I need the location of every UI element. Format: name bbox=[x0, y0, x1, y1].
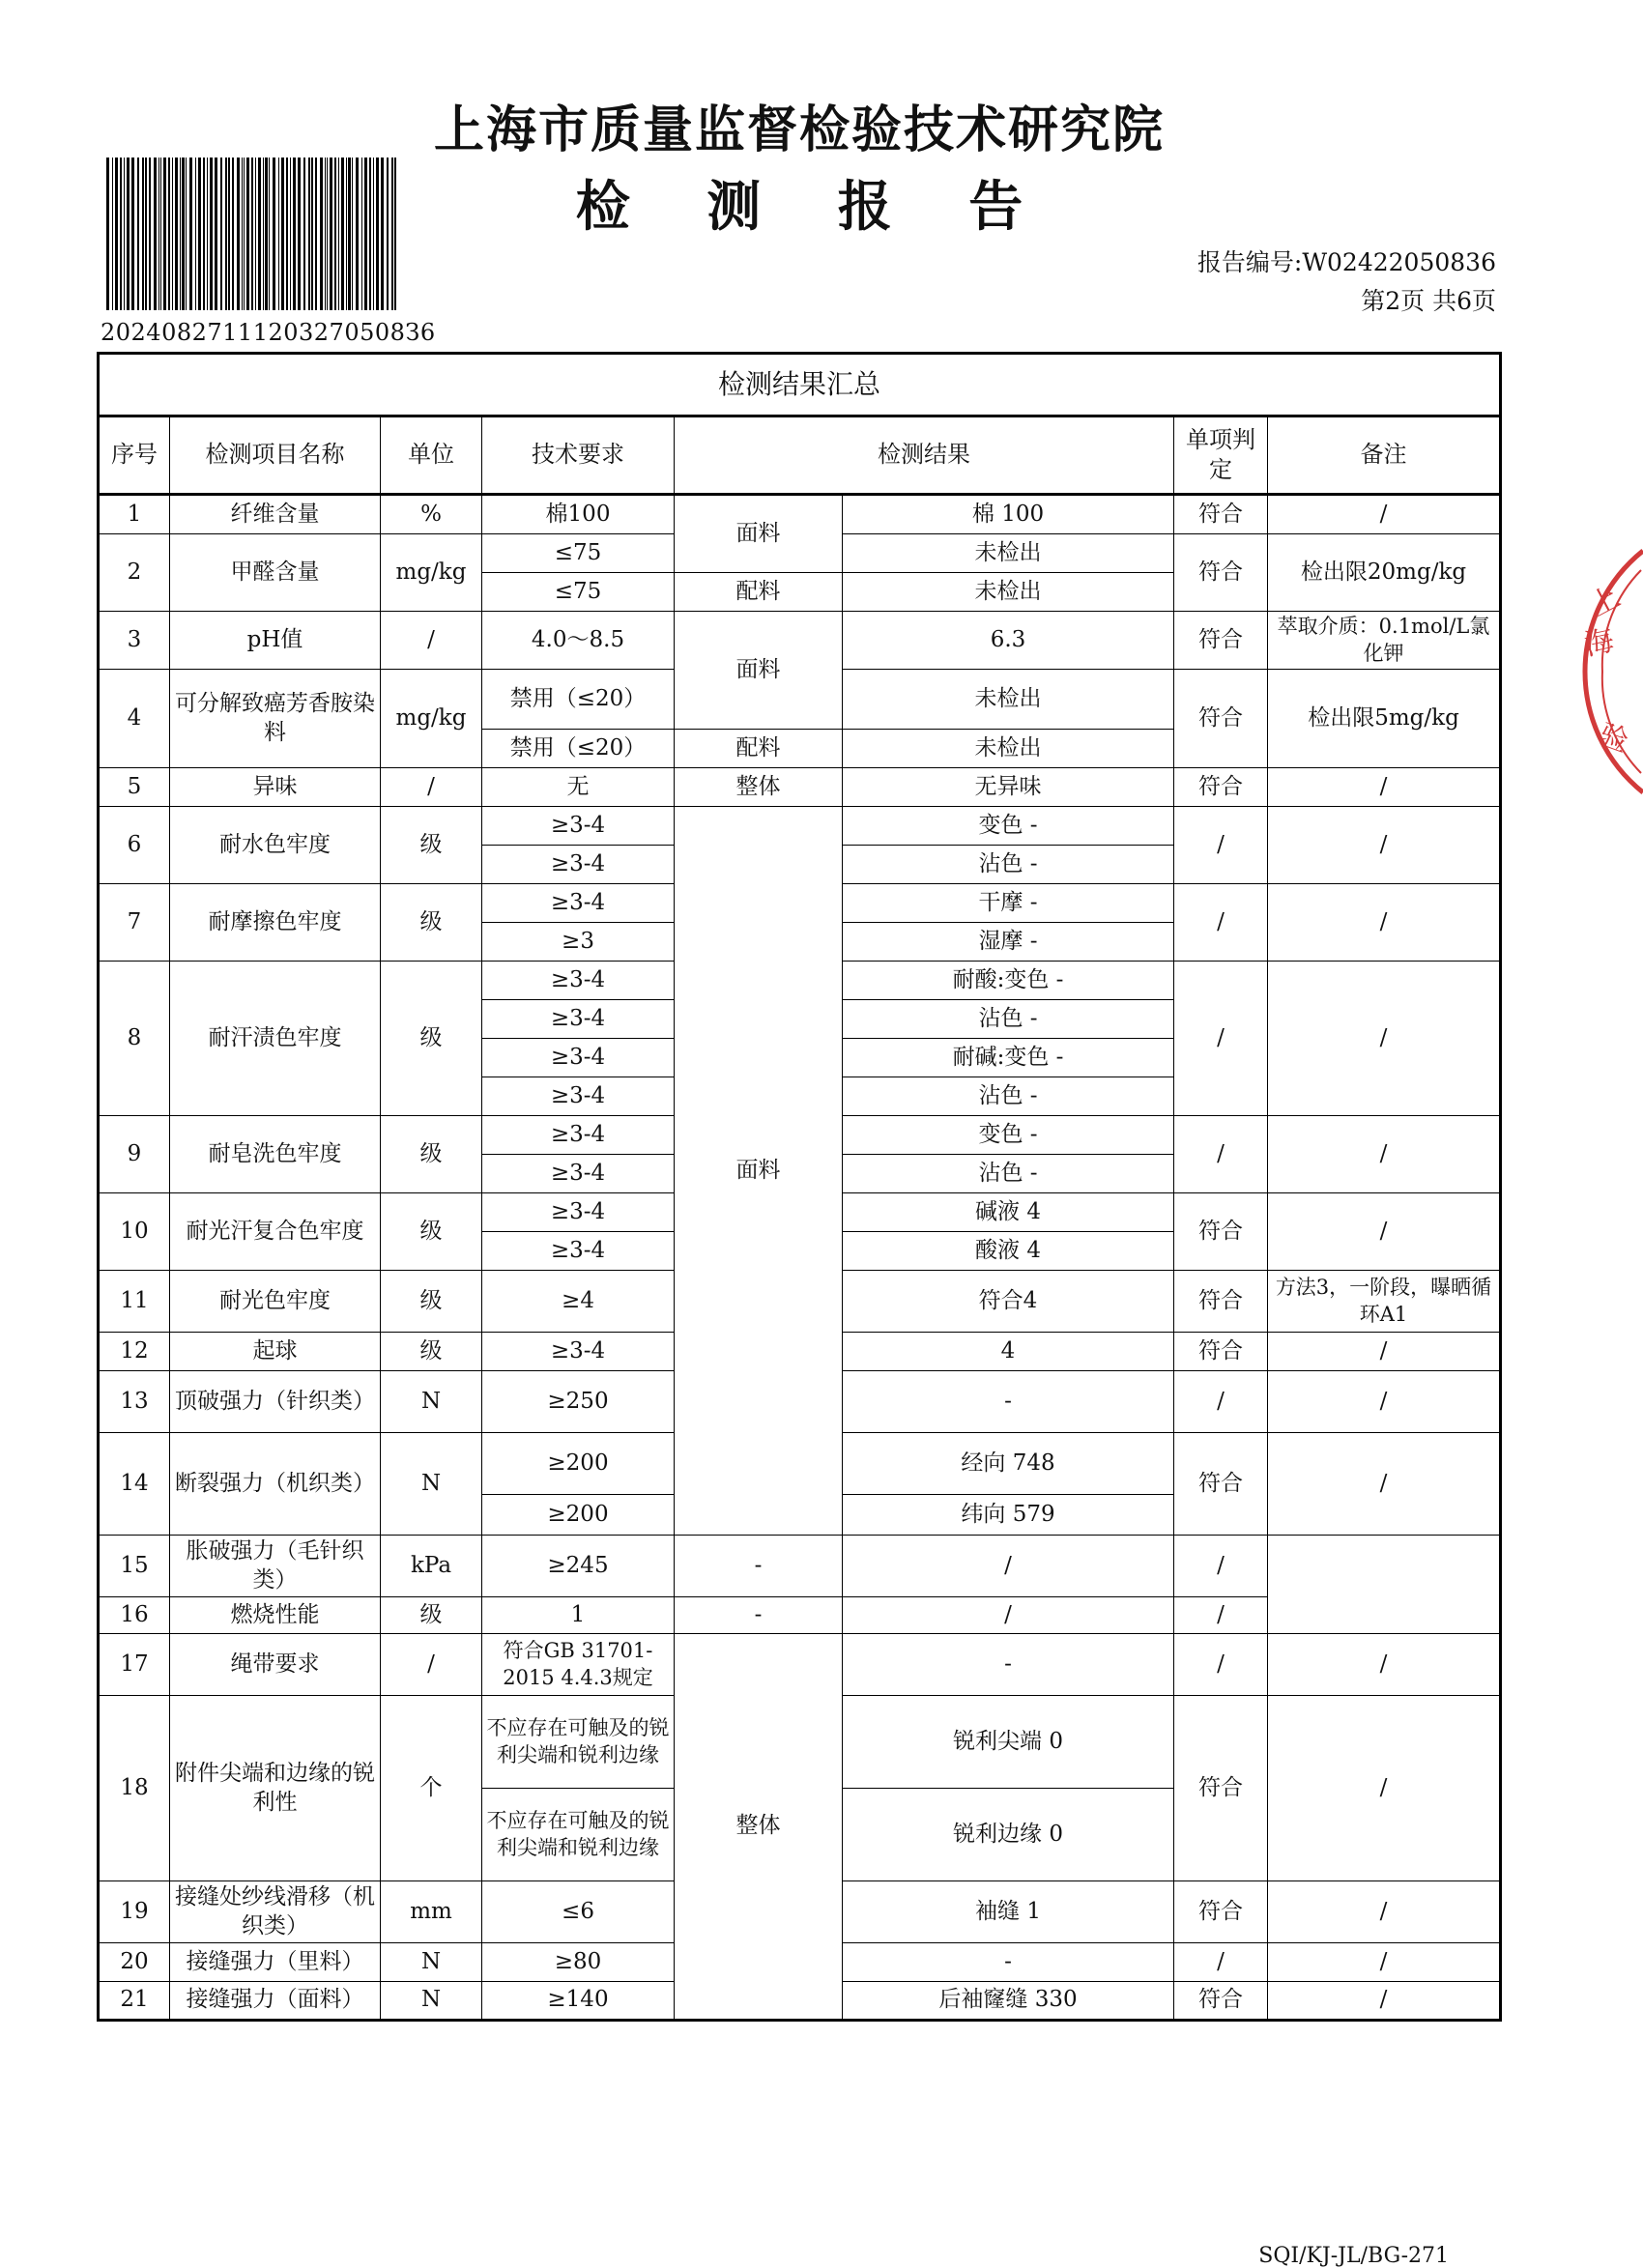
result-cell: 经向 748 bbox=[843, 1433, 1174, 1495]
item-name-cell: 耐摩擦色牢度 bbox=[170, 884, 381, 962]
requirement-cell: ≥3-4 bbox=[482, 1116, 675, 1155]
seq-cell: 15 bbox=[99, 1536, 170, 1597]
judgement-cell: 符合 bbox=[1174, 1696, 1268, 1881]
remark-cell: / bbox=[1268, 495, 1501, 534]
item-name-cell: 可分解致癌芳香胺染料 bbox=[170, 670, 381, 768]
remark-cell: 检出限5mg/kg bbox=[1268, 670, 1501, 768]
requirement-cell: 符合GB 31701-2015 4.4.3规定 bbox=[482, 1634, 675, 1696]
unit-cell: 级 bbox=[381, 884, 482, 962]
item-name-cell: 顶破强力（针织类） bbox=[170, 1371, 381, 1433]
unit-cell: mg/kg bbox=[381, 534, 482, 612]
seq-cell: 9 bbox=[99, 1116, 170, 1193]
remark-cell: / bbox=[1268, 1433, 1501, 1536]
result-cell: 后袖窿缝 330 bbox=[843, 1982, 1174, 2021]
result-cell: - bbox=[843, 1943, 1174, 1982]
result-cell: 无异味 bbox=[843, 768, 1174, 807]
barcode-image bbox=[106, 158, 402, 310]
requirement-cell: ≥200 bbox=[482, 1495, 675, 1536]
seq-cell: 5 bbox=[99, 768, 170, 807]
unit-cell: 级 bbox=[381, 1271, 482, 1333]
result-cell: 沾色 - bbox=[843, 1000, 1174, 1039]
judgement-cell: 符合 bbox=[1174, 768, 1268, 807]
result-cell: - bbox=[675, 1597, 843, 1634]
unit-cell: N bbox=[381, 1371, 482, 1433]
requirement-cell: ≥3-4 bbox=[482, 962, 675, 1000]
result-cell: - bbox=[675, 1536, 843, 1597]
remark-cell: / bbox=[1268, 1193, 1501, 1271]
judgement-cell: 符合 bbox=[1174, 1982, 1268, 2021]
seq-cell: 18 bbox=[99, 1696, 170, 1881]
judgement-cell: 符合 bbox=[1174, 1433, 1268, 1536]
unit-cell: % bbox=[381, 495, 482, 534]
item-name-cell: 纤维含量 bbox=[170, 495, 381, 534]
part-cell: 面料 bbox=[675, 495, 843, 573]
requirement-cell: 不应存在可触及的锐利尖端和锐利边缘 bbox=[482, 1696, 675, 1789]
part-cell: 整体 bbox=[675, 768, 843, 807]
requirement-cell: ≥3-4 bbox=[482, 884, 675, 923]
requirement-cell: ≤6 bbox=[482, 1881, 675, 1943]
result-cell: 碱液 4 bbox=[843, 1193, 1174, 1232]
document-title: 检 测 报 告 bbox=[575, 176, 1052, 239]
result-cell: 锐利边缘 0 bbox=[843, 1789, 1174, 1881]
requirement-cell: ≥4 bbox=[482, 1271, 675, 1333]
seq-cell: 17 bbox=[99, 1634, 170, 1696]
item-name-cell: 耐光色牢度 bbox=[170, 1271, 381, 1333]
header-seq: 序号 bbox=[99, 416, 170, 495]
item-name-cell: 接缝处纱线滑移（机织类） bbox=[170, 1881, 381, 1943]
remark-cell: / bbox=[1268, 768, 1501, 807]
requirement-cell: ≤75 bbox=[482, 573, 675, 612]
item-name-cell: 耐光汗复合色牢度 bbox=[170, 1193, 381, 1271]
judgement-cell: 符合 bbox=[1174, 495, 1268, 534]
requirement-cell: 4.0～8.5 bbox=[482, 612, 675, 670]
result-cell: 4 bbox=[843, 1333, 1174, 1371]
unit-cell: 级 bbox=[381, 807, 482, 884]
part-cell: 配料 bbox=[675, 730, 843, 768]
unit-cell: 级 bbox=[381, 962, 482, 1116]
remark-cell: / bbox=[1268, 962, 1501, 1116]
result-cell: 沾色 - bbox=[843, 1077, 1174, 1116]
result-cell: 锐利尖端 0 bbox=[843, 1696, 1174, 1789]
table-caption: 检测结果汇总 bbox=[99, 354, 1501, 416]
item-name-cell: 甲醛含量 bbox=[170, 534, 381, 612]
judgement-cell: 符合 bbox=[1174, 1193, 1268, 1271]
judgement-cell: / bbox=[843, 1536, 1174, 1597]
requirement-cell: ≥3-4 bbox=[482, 1155, 675, 1193]
judgement-cell: / bbox=[1174, 1943, 1268, 1982]
header-item-name: 检测项目名称 bbox=[170, 416, 381, 495]
requirement-cell: ≥245 bbox=[482, 1536, 675, 1597]
seq-cell: 3 bbox=[99, 612, 170, 670]
remark-cell: / bbox=[1268, 884, 1501, 962]
header-unit: 单位 bbox=[381, 416, 482, 495]
item-name-cell: 接缝强力（里料） bbox=[170, 1943, 381, 1982]
red-seal-stamp bbox=[1527, 541, 1643, 802]
result-cell: - bbox=[843, 1371, 1174, 1433]
item-name-cell: pH值 bbox=[170, 612, 381, 670]
unit-cell: N bbox=[381, 1982, 482, 2021]
judgement-cell: 符合 bbox=[1174, 1271, 1268, 1333]
barcode-number: 20240827111203270508З6 bbox=[101, 319, 436, 346]
judgement-cell: 符合 bbox=[1174, 670, 1268, 768]
unit-cell: / bbox=[381, 768, 482, 807]
unit-cell: kPa bbox=[381, 1536, 482, 1597]
unit-cell: / bbox=[381, 612, 482, 670]
seq-cell: 7 bbox=[99, 884, 170, 962]
remark-cell: / bbox=[1268, 807, 1501, 884]
item-name-cell: 燃烧性能 bbox=[170, 1597, 381, 1634]
unit-cell: mg/kg bbox=[381, 670, 482, 768]
requirement-cell: ≥3-4 bbox=[482, 807, 675, 846]
result-cell: 酸液 4 bbox=[843, 1232, 1174, 1271]
part-cell-whole: 整体 bbox=[675, 1634, 843, 2021]
results-summary-table bbox=[97, 352, 1502, 2022]
result-cell: 变色 - bbox=[843, 1116, 1174, 1155]
part-cell: 配料 bbox=[675, 573, 843, 612]
remark-cell: / bbox=[1268, 1634, 1501, 1696]
remark-cell: / bbox=[1268, 1371, 1501, 1433]
remark-cell: / bbox=[1268, 1333, 1501, 1371]
result-cell: 6.3 bbox=[843, 612, 1174, 670]
remark-cell: / bbox=[1268, 1943, 1501, 1982]
requirement-cell: ≥80 bbox=[482, 1943, 675, 1982]
svg-text:海: 海 bbox=[1581, 623, 1618, 663]
unit-cell: N bbox=[381, 1943, 482, 1982]
result-cell: 棉 100 bbox=[843, 495, 1174, 534]
header-judgement: 单项判定 bbox=[1174, 416, 1268, 495]
remark-cell: 检出限20mg/kg bbox=[1268, 534, 1501, 612]
seq-cell: 21 bbox=[99, 1982, 170, 2021]
seq-cell: 6 bbox=[99, 807, 170, 884]
form-code: SQI/KJ-JL/BG-271 bbox=[1258, 2244, 1449, 2268]
item-name-cell: 异味 bbox=[170, 768, 381, 807]
result-cell: 干摩 - bbox=[843, 884, 1174, 923]
item-name-cell: 起球 bbox=[170, 1333, 381, 1371]
requirement-cell: ≤75 bbox=[482, 534, 675, 573]
remark-cell: / bbox=[1174, 1597, 1268, 1634]
requirement-cell: ≥3-4 bbox=[482, 1000, 675, 1039]
requirement-cell: ≥3-4 bbox=[482, 1039, 675, 1077]
institute-name: 上海市质量监督检验技术研究院 bbox=[433, 101, 1165, 159]
header-result: 检测结果 bbox=[675, 416, 1174, 495]
remark-cell: 方法3，一阶段，曝晒循环A1 bbox=[1268, 1271, 1501, 1333]
judgement-cell: / bbox=[1174, 884, 1268, 962]
item-name-cell: 附件尖端和边缘的锐利性 bbox=[170, 1696, 381, 1881]
seq-cell: 8 bbox=[99, 962, 170, 1116]
page-number: 第2页 共6页 bbox=[1361, 287, 1496, 315]
item-name-cell: 断裂强力（机织类） bbox=[170, 1433, 381, 1536]
seq-cell: 4 bbox=[99, 670, 170, 768]
unit-cell: N bbox=[381, 1433, 482, 1536]
result-cell: 袖缝 1 bbox=[843, 1881, 1174, 1943]
seq-cell: 12 bbox=[99, 1333, 170, 1371]
remark-cell: / bbox=[1268, 1982, 1501, 2021]
result-cell: 沾色 - bbox=[843, 846, 1174, 884]
requirement-cell: 1 bbox=[482, 1597, 675, 1634]
judgement-cell: / bbox=[843, 1597, 1174, 1634]
judgement-cell: 符合 bbox=[1174, 612, 1268, 670]
seq-cell: 20 bbox=[99, 1943, 170, 1982]
header-requirement: 技术要求 bbox=[482, 416, 675, 495]
requirement-cell: ≥3 bbox=[482, 923, 675, 962]
result-cell: 变色 - bbox=[843, 807, 1174, 846]
result-cell: 未检出 bbox=[843, 730, 1174, 768]
seq-cell: 11 bbox=[99, 1271, 170, 1333]
requirement-cell: ≥3-4 bbox=[482, 1333, 675, 1371]
item-name-cell: 耐水色牢度 bbox=[170, 807, 381, 884]
seq-cell: 1 bbox=[99, 495, 170, 534]
result-cell: 纬向 579 bbox=[843, 1495, 1174, 1536]
item-name-cell: 耐皂洗色牢度 bbox=[170, 1116, 381, 1193]
requirement-cell: 不应存在可触及的锐利尖端和锐利边缘 bbox=[482, 1789, 675, 1881]
requirement-cell: ≥3-4 bbox=[482, 1193, 675, 1232]
requirement-cell: ≥3-4 bbox=[482, 1232, 675, 1271]
seq-cell: 16 bbox=[99, 1597, 170, 1634]
item-name-cell: 绳带要求 bbox=[170, 1634, 381, 1696]
unit-cell: 级 bbox=[381, 1333, 482, 1371]
seq-cell: 2 bbox=[99, 534, 170, 612]
requirement-cell: ≥3-4 bbox=[482, 846, 675, 884]
requirement-cell: 禁用（≤20） bbox=[482, 730, 675, 768]
remark-cell: 萃取介质：0.1mol/L氯化钾 bbox=[1268, 612, 1501, 670]
result-cell: 符合4 bbox=[843, 1271, 1174, 1333]
requirement-cell: ≥250 bbox=[482, 1371, 675, 1433]
unit-cell: 级 bbox=[381, 1597, 482, 1634]
judgement-cell: / bbox=[1174, 807, 1268, 884]
seq-cell: 10 bbox=[99, 1193, 170, 1271]
unit-cell: 级 bbox=[381, 1116, 482, 1193]
remark-cell: / bbox=[1268, 1696, 1501, 1881]
unit-cell: 级 bbox=[381, 1193, 482, 1271]
svg-text:验: 验 bbox=[1594, 717, 1633, 760]
remark-cell: / bbox=[1174, 1536, 1268, 1597]
judgement-cell: 符合 bbox=[1174, 534, 1268, 612]
unit-cell: mm bbox=[381, 1881, 482, 1943]
judgement-cell: / bbox=[1174, 1371, 1268, 1433]
result-cell: 未检出 bbox=[843, 670, 1174, 730]
part-cell-fabric: 面料 bbox=[675, 807, 843, 1536]
remark-cell: / bbox=[1268, 1116, 1501, 1193]
header-remark: 备注 bbox=[1268, 416, 1501, 495]
judgement-cell: / bbox=[1174, 1116, 1268, 1193]
judgement-cell: / bbox=[1174, 1634, 1268, 1696]
requirement-cell: 无 bbox=[482, 768, 675, 807]
requirement-cell: 棉100 bbox=[482, 495, 675, 534]
judgement-cell: / bbox=[1174, 962, 1268, 1116]
seq-cell: 14 bbox=[99, 1433, 170, 1536]
result-cell: 未检出 bbox=[843, 534, 1174, 573]
requirement-cell: ≥3-4 bbox=[482, 1077, 675, 1116]
unit-cell: / bbox=[381, 1634, 482, 1696]
item-name-cell: 耐汗渍色牢度 bbox=[170, 962, 381, 1116]
result-cell: 未检出 bbox=[843, 573, 1174, 612]
requirement-cell: ≥200 bbox=[482, 1433, 675, 1495]
seq-cell: 19 bbox=[99, 1881, 170, 1943]
result-cell: 沾色 - bbox=[843, 1155, 1174, 1193]
seq-cell: 13 bbox=[99, 1371, 170, 1433]
svg-text:上: 上 bbox=[1584, 580, 1627, 624]
result-cell: 湿摩 - bbox=[843, 923, 1174, 962]
requirement-cell: 禁用（≤20） bbox=[482, 670, 675, 730]
unit-cell: 个 bbox=[381, 1696, 482, 1881]
report-number: 报告编号:W02422050836 bbox=[1196, 248, 1496, 276]
part-cell: 面料 bbox=[675, 612, 843, 730]
result-cell: 耐酸:变色 - bbox=[843, 962, 1174, 1000]
item-name-cell: 胀破强力（毛针织类） bbox=[170, 1536, 381, 1597]
result-cell: 耐碱:变色 - bbox=[843, 1039, 1174, 1077]
result-cell: - bbox=[843, 1634, 1174, 1696]
requirement-cell: ≥140 bbox=[482, 1982, 675, 2021]
judgement-cell: 符合 bbox=[1174, 1333, 1268, 1371]
judgement-cell: 符合 bbox=[1174, 1881, 1268, 1943]
item-name-cell: 接缝强力（面料） bbox=[170, 1982, 381, 2021]
remark-cell: / bbox=[1268, 1881, 1501, 1943]
